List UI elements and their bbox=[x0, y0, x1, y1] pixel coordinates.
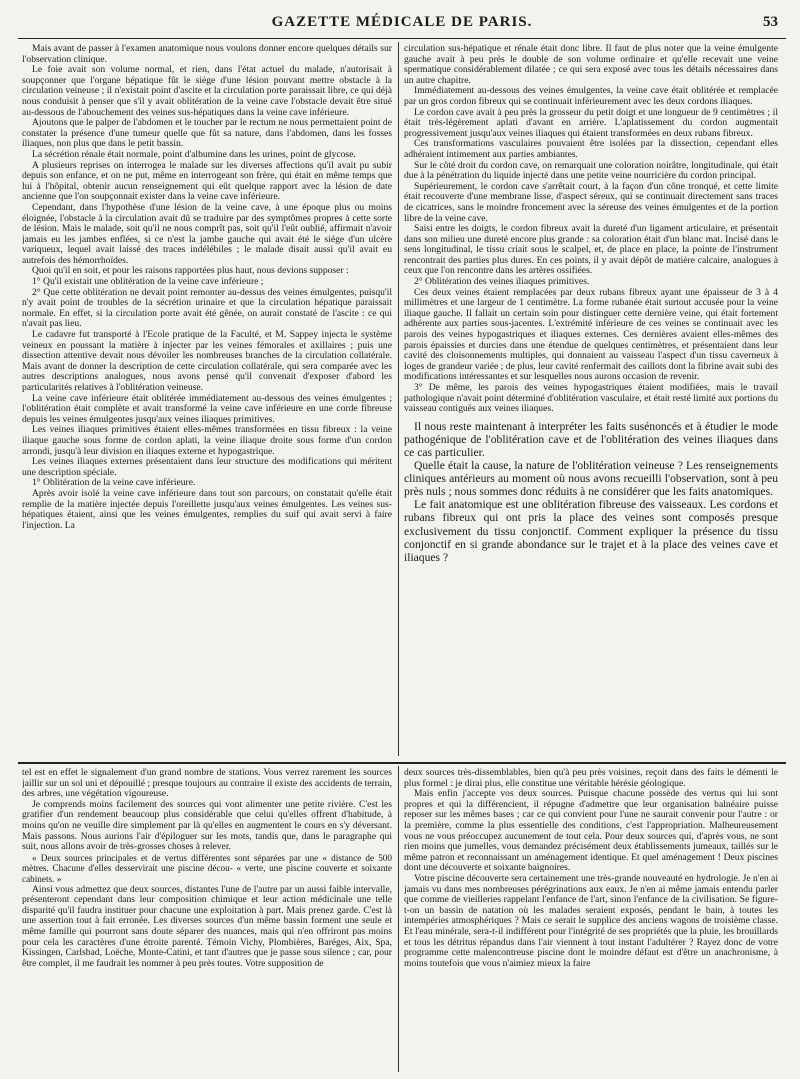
column-divider bbox=[398, 42, 399, 756]
paragraph: Après avoir isolé la veine cave inférieure dans tout son parcours, on constatait qu'elle était remplie de la matière injectée depuis l'oreillette jusqu'aux veines émulgentes. Les veines sus-hépatiques étaient, ainsi que les veines émulgentes, remplies du suif qui avait servi à faire l'injection. La bbox=[22, 487, 392, 531]
paragraph: circulation sus-hépatique et rénale était donc libre. Il faut de plus noter que la veine émulgente gauche avait à peu près le double de son volume ordinaire et qu'elle recevait une veine spermatique considérablement dilatée ; ce qui sera exposé avec tous les détails nécessaires dans un autre chapitre. bbox=[404, 44, 778, 86]
page-header bbox=[18, 8, 786, 39]
paragraph: 1° Oblitération de la veine cave inférieure. bbox=[32, 477, 196, 489]
upper-right-column bbox=[404, 44, 778, 756]
upper-left-column bbox=[22, 44, 392, 756]
paragraph: Je comprends moins facilement des sources qui vont alimenter une petite rivière. C'est les gratifier d'un rendement beaucoup plus considérable que celui qu'elles offrent d'habitude, à moins qu'on ne veuille dire simplement par là qu'elles en augmentent le cours en s'y déversant. Mais passons. Nous aurions l'air d'épiloguer sur les mots, tandis que, dans le paragraphe qui suit, nous allons avoir de très-grosses choses à relever. bbox=[22, 798, 392, 853]
page-number: 53 bbox=[763, 14, 778, 30]
paragraph: 3° De même, les parois des veines hypogastriques étaient modifiées, mais le travail pathologique n'avait point déterminé d'oblitération vasculaire, et était resté limité aux portions du vaisseau contiguës aux veines iliaques. bbox=[404, 382, 778, 415]
large-paragraph: Le fait anatomique est une oblitération fibreuse des vaisseaux. Les cordons et rubans fibreux qui ont pris la place des veines sont composés presque exclusivement du tissu conjonctif. Comment expliquer la présence du tissu conjonctif en si grande abondance sur le trajet et à la place des veines cave et iliaques ? bbox=[404, 498, 778, 564]
section-divider bbox=[18, 762, 786, 764]
paragraph: Votre piscine découverte sera certainement une très-grande nouveauté en hydrologie. Je n'en ai jamais vu dans mes nombreuses pérégrinations aux eaux. Je n'en ai même jamais entendu parler que comme de vieilleries rappelant l'enfance de l'art, sinon l'enfance de la civilisation. Se figure-t-on un bassin de natation où les malades seraient exposés, pendant le bain, à toutes les intempéries atmosphériques ? Mais ce serait le supplice des anciens wagons de troisième classe. Et l'eau minérale, sera-t-il indifférent pour l'intégrité de ses propriétés que la pluie, les brouillards et tous les détritus répandus dans l'air viennent à tout instant l'adultérer ? Rayez donc de votre programme cette malencontreuse piscine dont le moindre défaut est d'être un anachronisme, à moins toutefois que vous n'aimiez mieux la faire bbox=[404, 872, 778, 969]
large-paragraph: Quelle était la cause, la nature de l'oblitération veineuse ? Les renseignements cliniques antérieurs au moment où nous avons recueilli l'observation, sont à peu près nuls ; nous sommes donc réduits à ne considérer que les faits anatomiques. bbox=[404, 459, 778, 499]
paragraph: 1° Qu'il existait une oblitération de la veine cave inférieure ; bbox=[32, 276, 264, 288]
paragraph: deux sources très-dissemblables, bien qu'à peu près voisines, reçoit dans des faits le démenti le plus formel : je dirai plus, elle constitue une véritable hérésie géologique. bbox=[404, 768, 778, 789]
lower-right-column bbox=[404, 768, 778, 1072]
paragraph: Supérieurement, le cordon cave s'arrêtait court, à la façon d'un cône tronqué, et cette limite était recouverte d'une membrane lisse, d'aspect séreux, qui se continuait directement sans traces de cicatrices, sans le moindre froncement avec la séreuse des veines émulgentes et de la portion libre de la veine cave. bbox=[404, 180, 778, 224]
large-paragraph: Il nous reste maintenant à interpréter les faits susénoncés et à étudier le mode pathogénique de l'oblitération cave et de l'oblitération des veines iliaques dans ce cas particulier. bbox=[404, 419, 778, 459]
journal-title: GAZETTE MÉDICALE DE PARIS. bbox=[271, 14, 533, 30]
paragraph: Le cordon cave avait à peu près la grosseur du petit doigt et une longueur de 9 centimètres ; il était très-légèrement aplati d'avant en arrière. L'aplatissement du cordon augmentait progressivement jusqu'aux veines iliaques qui étaient transformées en deux rubans fibreux. bbox=[404, 106, 778, 139]
lower-left-column bbox=[22, 768, 392, 1072]
paragraph: Immédiatement au-dessous des veines émulgentes, la veine cave était oblitérée et remplacée par un gros cordon fibreux qui se continuait inférieurement avec les deux cordons iliaques. bbox=[404, 85, 778, 107]
paragraph: tel est en effet le signalement d'un grand nombre de stations. Vous verrez rarement les sources jaillir sur un sol uni et dépouillé ; presque toujours au contraire il existe des accidents de terrain, des arbres, une végétation vigoureuse. bbox=[22, 768, 392, 800]
paragraph: Quoi qu'il en soit, et pour les raisons rapportées plus haut, nous devions supposer : bbox=[32, 265, 349, 277]
paragraph: Mais enfin j'accepte vos deux sources. Puisque chacune possède des vertus qui lui sont propres et qui la différencient, il répugne d'admettre que leur organisation balnéaire puisse reposer sur les mêmes bases ; car ce qui convient pour l'une ne saurait convenir pour l'autre : or la première, comme la plus essentielle des conditions, c'est l'appropriation. Malheureusement vous ne vous préoccupez aucunement de tout cela. Pour deux sources qui, d'après vous, ne sont rien moins que jumelles, vous demandez précisément deux établissements jumeaux, taillés sur le même patron et reconnaissant un aménagement identique. Et quel aménagement ! Deux piscines dont une découverte et soixante baignoires. bbox=[404, 788, 778, 874]
paragraph: Mais avant de passer à l'examen anatomique nous voulons donner encore quelques détails sur l'observation clinique. bbox=[22, 44, 392, 65]
paragraph: Les veines iliaques externes présentaient dans leur structure des modifications qui méritent une description spéciale. bbox=[22, 456, 392, 478]
paragraph: La veine cave inférieure était oblitérée immédiatement au-dessous des veines émulgentes ; l'oblitération était complète et avait transformé la veine cave inférieure en une corde fibreuse depuis les veines émulgentes jusqu'aux veines iliaques primitives. bbox=[22, 392, 392, 425]
paragraph: Le foie avait son volume normal, et rien, dans l'état actuel du malade, n'autorisait à soupçonner que l'organe hépatique fût le siége d'une lésion pouvant mettre obstacle à la circulation veineuse ; il n'existait point d'ascite et la circulation porte paraissait libre, ce qui déjà nous conduisit à penser que s'il y avait oblitération de la veine cave l'obstacle devait être situé au-dessous de l'abouchement des veines sus-hépatiques dans la veine cave inférieure. bbox=[22, 64, 392, 118]
paragraph: Sur le côté droit du cordon cave, on remarquait une coloration noirâtre, longitudinale, qui était due à la pénétration du liquide injecté dans une petite veine nourricière du cordon principal. bbox=[404, 159, 778, 182]
paragraph: La sécrétion rénale était normale, point d'albumine dans les urines, point de glycose. bbox=[32, 148, 356, 160]
paragraph: Saisi entre les doigts, le cordon fibreux avait la dureté d'un ligament articulaire, et présentait dans son milieu une dureté encore plus grande : sa coloration était d'un blanc mat. Incisé dans le sens longitudinal, le tissu criait sous le scalpel, et, de place en place, la pointe de l'instrument rencontrait des parties plus dures. En ces points, il y avait dépôt de matière calcaire, analogues à ceux que l'on rencontre dans les artères ossifiées. bbox=[404, 223, 778, 277]
paragraph: A plusieurs reprises on interrogea le malade sur les diverses affections qu'il avait pu subir depuis son enfance, et on ne put, même en interrogeant son frère, qui était en même temps que lui à l'hôpital, obtenir aucun renseignement qui eût quelque rapport avec la lésion de date ancienne que l'on soupçonnait exister dans la veine cave inférieure. bbox=[22, 159, 392, 203]
paragraph: Les veines iliaques primitives étaient elles-mêmes transformées en tissu fibreux : la veine iliaque gauche sous forme de cordon aplati, la veine iliaque droite sous forme d'un cordon arrondi, jusqu'à leur division en iliaques externe et hypogastrique. bbox=[22, 424, 392, 457]
quote-paragraph: « Deux sources principales et de vertus différentes sont séparées par une « distance de 500 mètres. Chacune d'elles desservirait une piscine décou- « verte, une piscine couverte et soixante cabinets. » bbox=[22, 852, 392, 884]
paragraph: Ces deux veines étaient remplacées par deux rubans fibreux ayant une épaisseur de 3 à 4 millimètres et une largeur de 1 centimètre. La forme rubanée était surtout accusée pour la veine iliaque gauche. Il fallait un certain soin pour distinguer cette dernière veine, qui était fortement adhérente aux parties sous-jacentes. L'extrémité inférieure de ces veines se continuait avec les parois des veines hypogastriques et iliaques externes. Ces dernières avaient elles-mêmes des parois épaissies et durcies dans une étendue de quelques centimètres, et présentaient dans leur cavité des cloisonnements multiples, qui donnaient au vaisseau l'aspect d'un tissu caverneux à loges de grandeur variée ; de plus, leur cavité renfermait des caillots dont la fibrine avait subi des modifications intéressantes et sur lesquelles nous aurons occasion de revenir. bbox=[404, 286, 778, 383]
paragraph: Ajoutons que le palper de l'abdomen et le toucher par le rectum ne nous permettaient point de constater la présence d'une tumeur quelle que fût sa nature, dans l'abdomen, dans les fosses iliaques, non plus que dans le petit bassin. bbox=[22, 117, 392, 150]
paragraph: 2° Oblitération des veines iliaques primitives. bbox=[414, 276, 590, 288]
paragraph: Ainsi vous admettez que deux sources, distantes l'une de l'autre par un aussi faible intervalle, présenteront cependant dans leur composition chimique et leur action médicinale une telle disparité qu'il faudra instituer pour chacune une exploitation à part. Mais prenez garde. C'est là une assertion tout à fait erronée. Les diverses sources d'un même bassin forment une seule et même famille qui pourront sans doute séparer des nuances, mais qui n'en offriront pas moins pour cela les caractères d'une étroite parenté. Témoin Vichy, Plombières, Baréges, Aix, Spa, Kissingen, Carlsbad, Loëche, Monte-Catini, et tant d'autres que je passe sous silence ; car, pour être complet, il me faudrait les nommer à peu près toutes. Votre supposition de bbox=[22, 883, 392, 969]
paragraph: Ces transformations vasculaires pouvaient être isolées par la dissection, cependant elles adhéraient intimement aux parties ambiantes. bbox=[404, 138, 778, 160]
column-divider bbox=[398, 766, 399, 1072]
paragraph: Le cadavre fut transporté à l'Ecole pratique de la Faculté, et M. Sappey injecta le système veineux en poussant la matière à injecter par les veines fémorales et axillaires ; puis une dissection attentive devait nous dévoiler les nombreuses branches de la circulation collatérale. Mais avant de donner la description de cette circulation collatérale, qui sera comparée avec les autres descriptions analogues, nous avons pensé qu'il convenait d'exposer d'abord les particularités relatives à l'oblitération veineuse. bbox=[22, 329, 392, 393]
paragraph: 2° Que cette oblitération ne devait point remonter au-dessus des veines émulgentes, puisqu'il n'y avait point de troubles de la sécrétion urinaire et que la circulation hépatique paraissait normale. En effet, si la circulation porte avait été gênée, on aurait constaté de l'ascite : ce qui n'avait pas lieu. bbox=[22, 286, 392, 330]
paragraph: Cependant, dans l'hypothèse d'une lésion de la veine cave, à une époque plus ou moins éloignée, l'obstacle à la circulation avait dû se traduire par des symptômes propres à cette sorte de lésion. Mais le malade, soit qu'il ne nous comprît pas, soit qu'il l'eût oublié, affirmait n'avoir jamais eu les jambes enflées, si ce n'est la jambe gauche qui avait été le siége d'un ulcère variqueux, lequel avait laissé des traces indélébiles ; le malade disait aussi qu'il avait eu autrefois des hémorrhoïdes. bbox=[22, 201, 392, 266]
